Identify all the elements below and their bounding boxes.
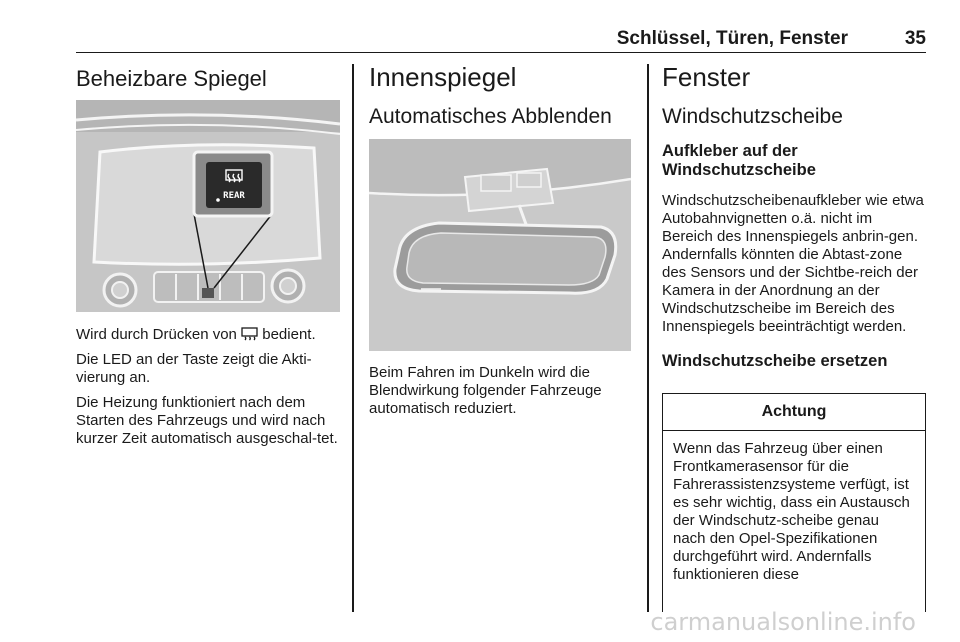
heated-mirror-figure bbox=[76, 100, 340, 312]
column-interior-mirror-text bbox=[369, 364, 631, 418]
column-divider bbox=[647, 64, 649, 612]
column-heated-mirrors-text bbox=[76, 326, 342, 448]
column-heated-mirrors bbox=[76, 64, 342, 94]
column-divider bbox=[352, 64, 354, 612]
page-number: 35 bbox=[904, 28, 926, 49]
column-windows bbox=[662, 62, 926, 371]
caution-body: Wenn das Fahrzeug über einen Frontkamerasensor für die Fahrerassistenzsysteme verfügt, ist es sehr wichtig, dass ein Austausch der Windschutz-scheibe genau nach den Opel-Spezifikationen durchgeführt wird. Andernfalls funktionieren diese bbox=[673, 440, 910, 583]
paragraph-dimming: Beim Fahren im Dunkeln wird die Blendwirkung folgender Fahrzeuge automatisch reduziert. bbox=[369, 364, 602, 417]
paragraph-operation bbox=[76, 326, 342, 344]
paragraph-led: Die LED an der Taste zeigt die Akti-vierung an. bbox=[76, 351, 312, 386]
rear-defrost-icon bbox=[241, 327, 258, 341]
text-after-icon: bedient. bbox=[262, 326, 316, 343]
caution-title: Achtung bbox=[663, 394, 925, 431]
column-interior-mirror bbox=[369, 62, 635, 130]
rearview-mirror-illustration bbox=[369, 139, 631, 351]
paragraph-heating: Die Heizung funktioniert nach dem Starten des Fahrzeugs und wird nach kurzer Zeit automatisch ausgeschal-tet. bbox=[76, 394, 338, 447]
caution-box bbox=[662, 393, 926, 612]
header-title: Schlüssel, Türen, Fenster bbox=[616, 28, 848, 49]
section-heading: Innenspiegel bbox=[369, 62, 517, 92]
section-heading: Fenster bbox=[662, 62, 751, 92]
watermark: carmanualsonline.info bbox=[650, 608, 916, 636]
interior-mirror-figure bbox=[369, 139, 631, 351]
section-heading: Beheizbare Spiegel bbox=[76, 66, 267, 91]
topic-heading-stickers: Aufkleber auf der Windschutzscheibe bbox=[662, 142, 816, 179]
paragraph-stickers: Windschutzscheibenaufkleber wie etwa Autobahnvignetten o.ä. nicht im Bereich des Innenspiegels anbrin-gen. Andernfalls könnten die Abtast-zone des Sensors und der Sichtbe-reich der Kamera in der Anordnung an der Windschutzscheibe im Bereich des Innenspiegels beeinträchtigt werden. bbox=[662, 192, 924, 335]
rear-button-label: REAR bbox=[223, 191, 245, 201]
text-before-icon: Wird durch Drücken von bbox=[76, 326, 237, 343]
topic-heading-replace: Windschutzscheibe ersetzen bbox=[662, 352, 888, 370]
dashboard-illustration bbox=[76, 100, 340, 312]
sub-heading: Automatisches Abblenden bbox=[369, 105, 612, 128]
page-header bbox=[76, 28, 926, 53]
sub-heading: Windschutzscheibe bbox=[662, 105, 843, 128]
